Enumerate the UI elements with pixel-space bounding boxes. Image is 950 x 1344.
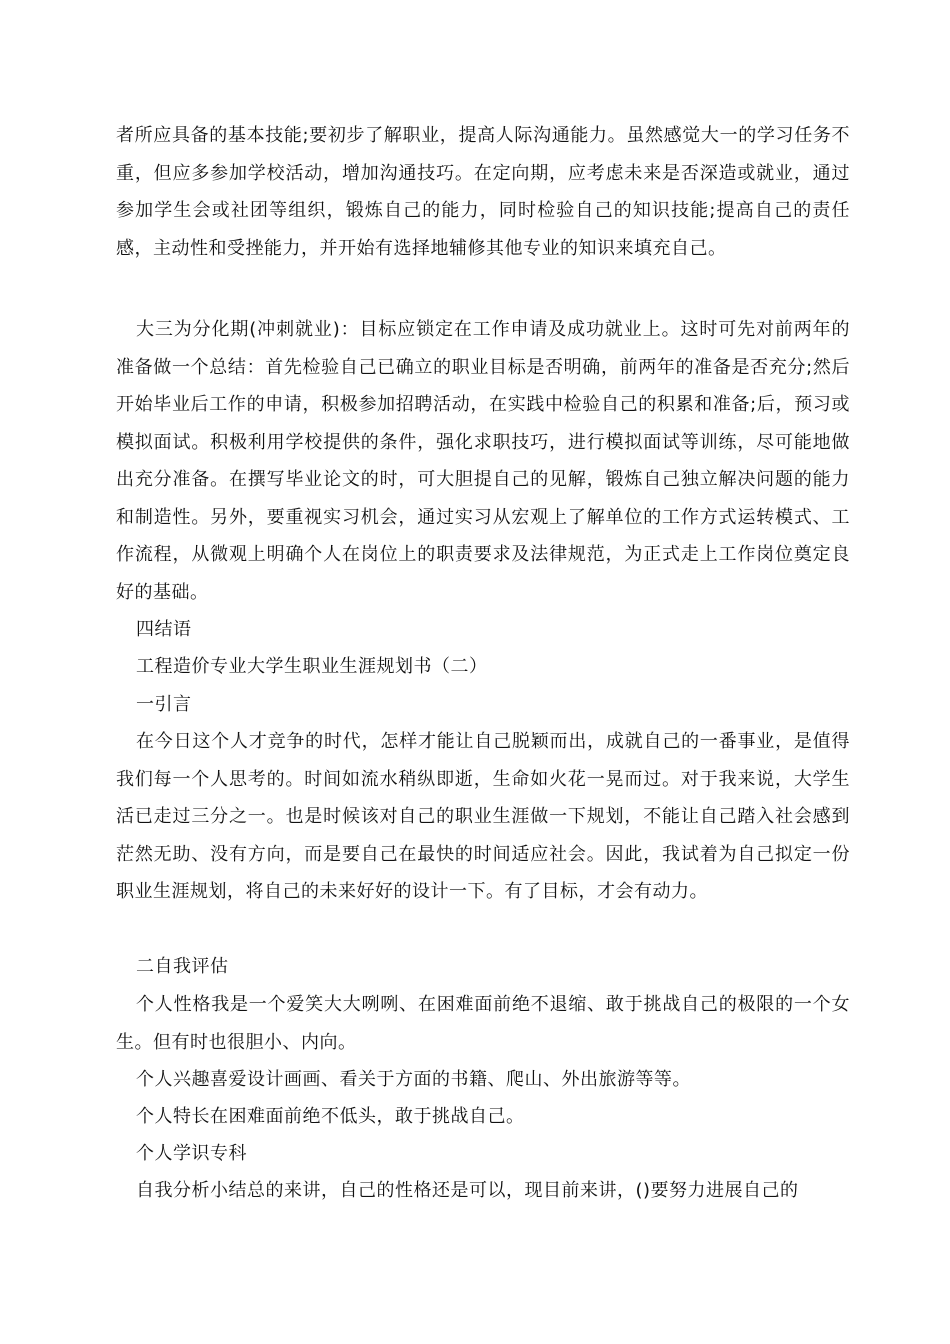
heading-introduction: 一引言 <box>136 694 192 715</box>
heading-conclusion: 四结语 <box>136 619 192 640</box>
heading-self-assessment: 二自我评估 <box>136 956 229 977</box>
paragraph-self-analysis: 自我分析小结总的来讲，自己的性格还是可以，现目前来讲，()要努力进展自己的 <box>136 1180 799 1201</box>
paragraph-study-tasks: 者所应具备的基本技能;要初步了解职业，提高人际沟通能力。虽然感觉大一的学习任务不重，但应多参加学校活动，增加沟通技巧。在定向期，应考虑未来是否深造或就业，通过参加学生会或社团等组织，锻炼自己的能力，同时检验自己的知识技能;提高自己的责任感，主动性和受挫能力，并开始有选择地辅修其他专业的知识来填充自己。 <box>116 125 850 259</box>
paragraph-junior-year: 大三为分化期(冲刺就业)：目标应锁定在工作申请及成功就业上。这时可先对前两年的准备做一个总结：首先检验自己已确立的职业目标是否明确，前两年的准备是否充分;然后开始毕业后工作的申请，积极参加招聘活动，在实践中检验自己的积累和准备;后，预习或模拟面试。积极利用学校提供的条件，强化求职技巧，进行模拟面试等训练，尽可能地做出充分准备。在撰写毕业论文的时，可大胆提自己的见解，锻炼自己独立解决问题的能力和制造性。另外，要重视实习机会，通过实习从宏观上了解单位的工作方式运转模式、工作流程，从微观上明确个人在岗位上的职责要求及法律规范，为正式走上工作岗位奠定良好的基础。 <box>116 319 850 603</box>
paragraph-personality: 个人性格我是一个爱笑大大咧咧、在困难面前绝不退缩、敢于挑战自己的极限的一个女生。但有时也很胆小、内向。 <box>116 994 850 1053</box>
heading-career-plan-title: 工程造价专业大学生职业生涯规划书（二） <box>136 656 488 677</box>
paragraph-introduction: 在今日这个人才竞争的时代，怎样才能让自己脱颖而出，成就自己的一番事业，是值得我们每一个人思考的。时间如流水稍纵即逝，生命如火花一晃而过。对于我来说，大学生活已走过三分之一。也是时候该对自己的职业生涯做一下规划，不能让自己踏入社会感到茫然无助、没有方向，而是要自己在最快的时间适应社会。因此，我试着为自己拟定一份职业生涯规划，将自己的未来好好的设计一下。有了目标，才会有动力。 <box>116 731 850 902</box>
paragraph-strengths: 个人特长在困难面前绝不低头，敢于挑战自己。 <box>136 1106 525 1127</box>
paragraph-interests: 个人兴趣喜爱设计画画、看关于方面的书籍、爬山、外出旅游等等。 <box>136 1069 691 1090</box>
paragraph-education: 个人学识专科 <box>136 1143 247 1164</box>
